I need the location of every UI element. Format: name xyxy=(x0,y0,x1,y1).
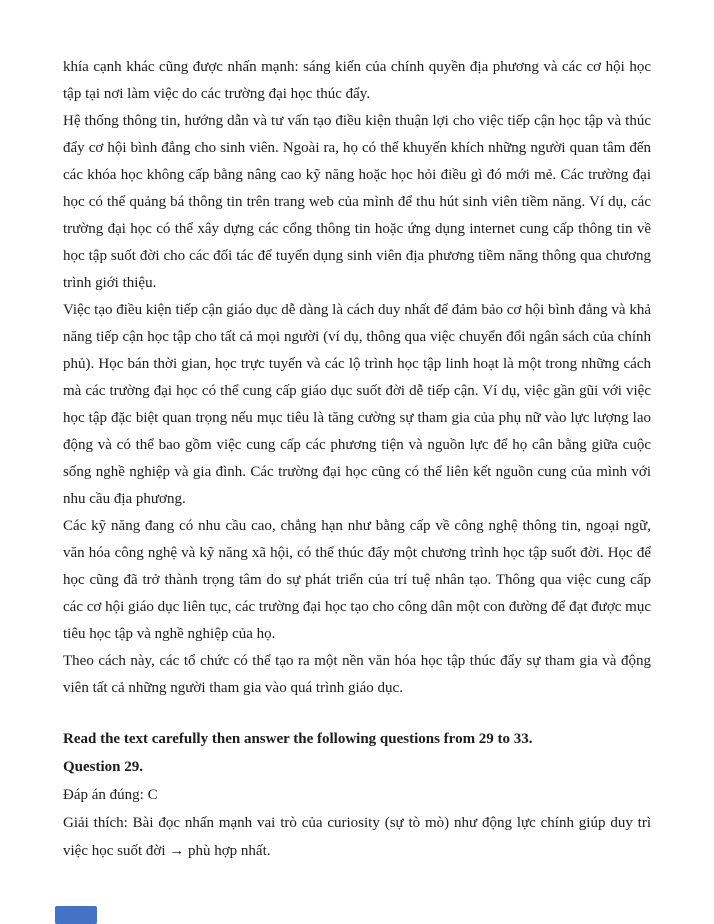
explanation-text: Giải thích: Bài đọc nhấn mạnh vai trò của curiosity (sự tò mò) như động lực chính giúp duy trì việc học suốt đời → phù hợp nhất. xyxy=(63,815,651,859)
correct-answer-line: Đáp án đúng: C xyxy=(63,787,158,803)
body-paragraph: Hệ thống thông tin, hướng dẫn và tư vấn tạo điều kiện thuận lợi cho việc tiếp cận học tập và thúc đẩy cơ hội bình đẳng cho sinh viên. Ngoài ra, họ có thể khuyến khích những người quan tâm đến các khóa học không cấp bằng nâng cao kỹ năng hoặc học hỏi điều gì đó mới mẻ. Các trường đại học có thể quảng bá thông tin trên trang web của mình để thu hút sinh viên tiềm năng. Ví dụ, các trường đại học có thể xây dựng các cổng thông tin hoặc ứng dụng internet cung cấp thông tin về học tập suốt đời cho các đối tác để tuyển dụng sinh viên địa phương tiềm năng thông qua chương trình giới thiệu. xyxy=(63,113,651,291)
section-heading: Read the text carefully then answer the following questions from 29 to 33. xyxy=(63,731,533,747)
footer-blue-marker xyxy=(55,906,97,924)
body-paragraph: Các kỹ năng đang có nhu cầu cao, chẳng hạn như bằng cấp về công nghệ thông tin, ngoại ngữ, văn hóa công nghệ và kỹ năng xã hội, có thể thúc đẩy một chương trình học tập suốt đời. Học để học cũng đã trở thành trọng tâm do sự phát triển của trí tuệ nhân tạo. Thông qua việc cung cấp các cơ hội giáo dục liên tục, các trường đại học tạo cho công dân một con đường để đạt được mục tiêu học tập và nghề nghiệp của họ. xyxy=(63,518,651,642)
document-content xyxy=(63,54,651,865)
question-label: Question 29. xyxy=(63,759,144,775)
answer-section xyxy=(63,753,651,865)
body-paragraph: Việc tạo điều kiện tiếp cận giáo dục dễ dàng là cách duy nhất để đảm bảo cơ hội bình đẳng và khả năng tiếp cận học tập cho tất cả mọi người (ví dụ, thông qua việc chuyển đổi ngân sách của chính phủ). Học bán thời gian, học trực tuyến và các lộ trình học tập linh hoạt là một trong những cách mà các trường đại học có thể cung cấp giáo dục suốt đời dễ tiếp cận. Ví dụ, việc gần gũi với việc học tập đặc biệt quan trọng nếu mục tiêu là tăng cường sự tham gia của phụ nữ vào lực lượng lao động và có thể bao gồm việc cung cấp các phương tiện và nguồn lực để họ cân bằng giữa cuộc sống nghề nghiệp và gia đình. Các trường đại học cũng có thể liên kết nguồn cung của mình với nhu cầu địa phương. xyxy=(63,302,651,507)
body-paragraph: Theo cách này, các tổ chức có thể tạo ra một nền văn hóa học tập thúc đẩy sự tham gia và động viên tất cả những người tham gia vào quá trình giáo dục. xyxy=(63,653,651,696)
body-paragraph: khía cạnh khác cũng được nhấn mạnh: sáng kiến của chính quyền địa phương và các cơ hội học tập tại nơi làm việc do các trường đại học thúc đẩy. xyxy=(63,59,651,102)
